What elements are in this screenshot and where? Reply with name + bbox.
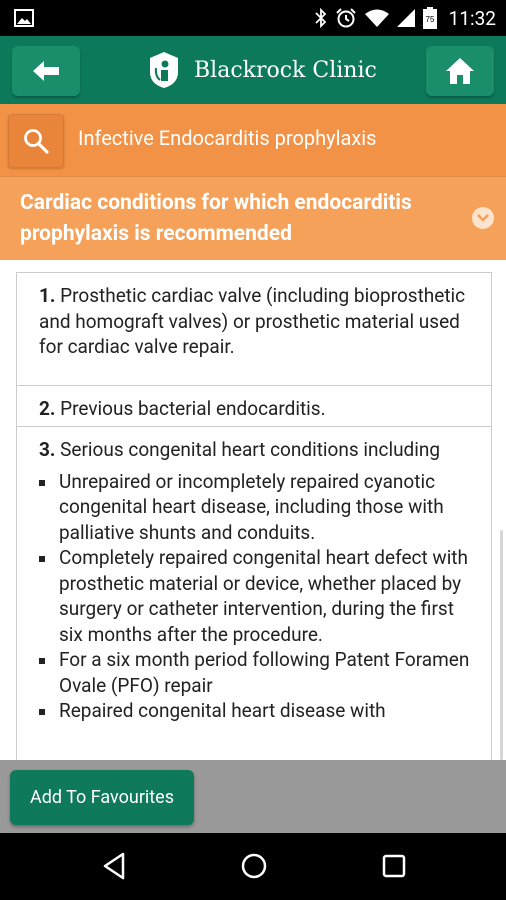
bullet-item: Repaired congenital heart disease with bbox=[39, 698, 477, 724]
list-item bbox=[16, 272, 492, 386]
bullet-item: For a six month period following Patent Foramen Ovale (PFO) repair bbox=[39, 647, 477, 698]
list-item bbox=[16, 385, 492, 427]
search-bar bbox=[0, 104, 506, 176]
item-text: Serious congenital heart conditions including bbox=[60, 438, 441, 461]
chevron-down-icon[interactable] bbox=[472, 207, 494, 229]
svg-text:75: 75 bbox=[425, 15, 435, 24]
item-number: 3. bbox=[39, 438, 56, 461]
scrollbar[interactable] bbox=[500, 530, 503, 760]
bluetooth-icon bbox=[315, 8, 327, 28]
search-button[interactable] bbox=[8, 114, 64, 168]
item-text: Previous bacterial endocarditis. bbox=[60, 397, 326, 420]
recents-square-icon[interactable] bbox=[381, 851, 407, 881]
item-number: 2. bbox=[39, 397, 56, 420]
status-time: 11:32 bbox=[448, 6, 496, 30]
status-bar bbox=[0, 0, 506, 36]
alarm-icon bbox=[335, 7, 357, 29]
system-nav-bar bbox=[0, 833, 506, 900]
section-title: Cardiac conditions for which endocarditis prophylaxis is recommended bbox=[20, 191, 412, 246]
content-list[interactable] bbox=[0, 260, 506, 760]
signal-icon bbox=[397, 9, 415, 27]
home-button[interactable] bbox=[426, 46, 494, 96]
home-circle-icon[interactable] bbox=[239, 851, 269, 881]
brand bbox=[144, 48, 377, 92]
back-triangle-icon[interactable] bbox=[101, 851, 127, 881]
list-item bbox=[16, 426, 492, 760]
bullet-list bbox=[39, 469, 477, 724]
brand-name: Blackrock Clinic bbox=[194, 57, 377, 83]
battery-icon bbox=[423, 7, 437, 29]
image-icon bbox=[14, 9, 34, 27]
bullet-item: Unrepaired or incompletely repaired cyanotic congenital heart disease, including those with palliative shunts and conduits. bbox=[39, 469, 477, 546]
add-to-favourites-button[interactable]: Add To Favourites bbox=[10, 770, 194, 825]
topic-title: Infective Endocarditis prophylaxis bbox=[78, 126, 377, 150]
item-number: 1. bbox=[39, 284, 56, 307]
app-header bbox=[0, 36, 506, 104]
search-icon bbox=[23, 128, 49, 154]
arrow-left-icon bbox=[31, 59, 61, 83]
wifi-icon bbox=[365, 9, 389, 27]
home-icon bbox=[445, 57, 475, 85]
clinic-logo-icon bbox=[144, 50, 184, 90]
back-button[interactable] bbox=[12, 46, 80, 96]
footer-bar bbox=[0, 760, 506, 833]
item-text: Prosthetic cardiac valve (including bioprosthetic and homograft valves) or prosthetic material used for cardiac valve repair. bbox=[39, 284, 466, 358]
section-header[interactable] bbox=[0, 176, 506, 260]
bullet-item: Completely repaired congenital heart defect with prosthetic material or device, whether placed by surgery or catheter intervention, during the first six months after the procedure. bbox=[39, 545, 477, 647]
